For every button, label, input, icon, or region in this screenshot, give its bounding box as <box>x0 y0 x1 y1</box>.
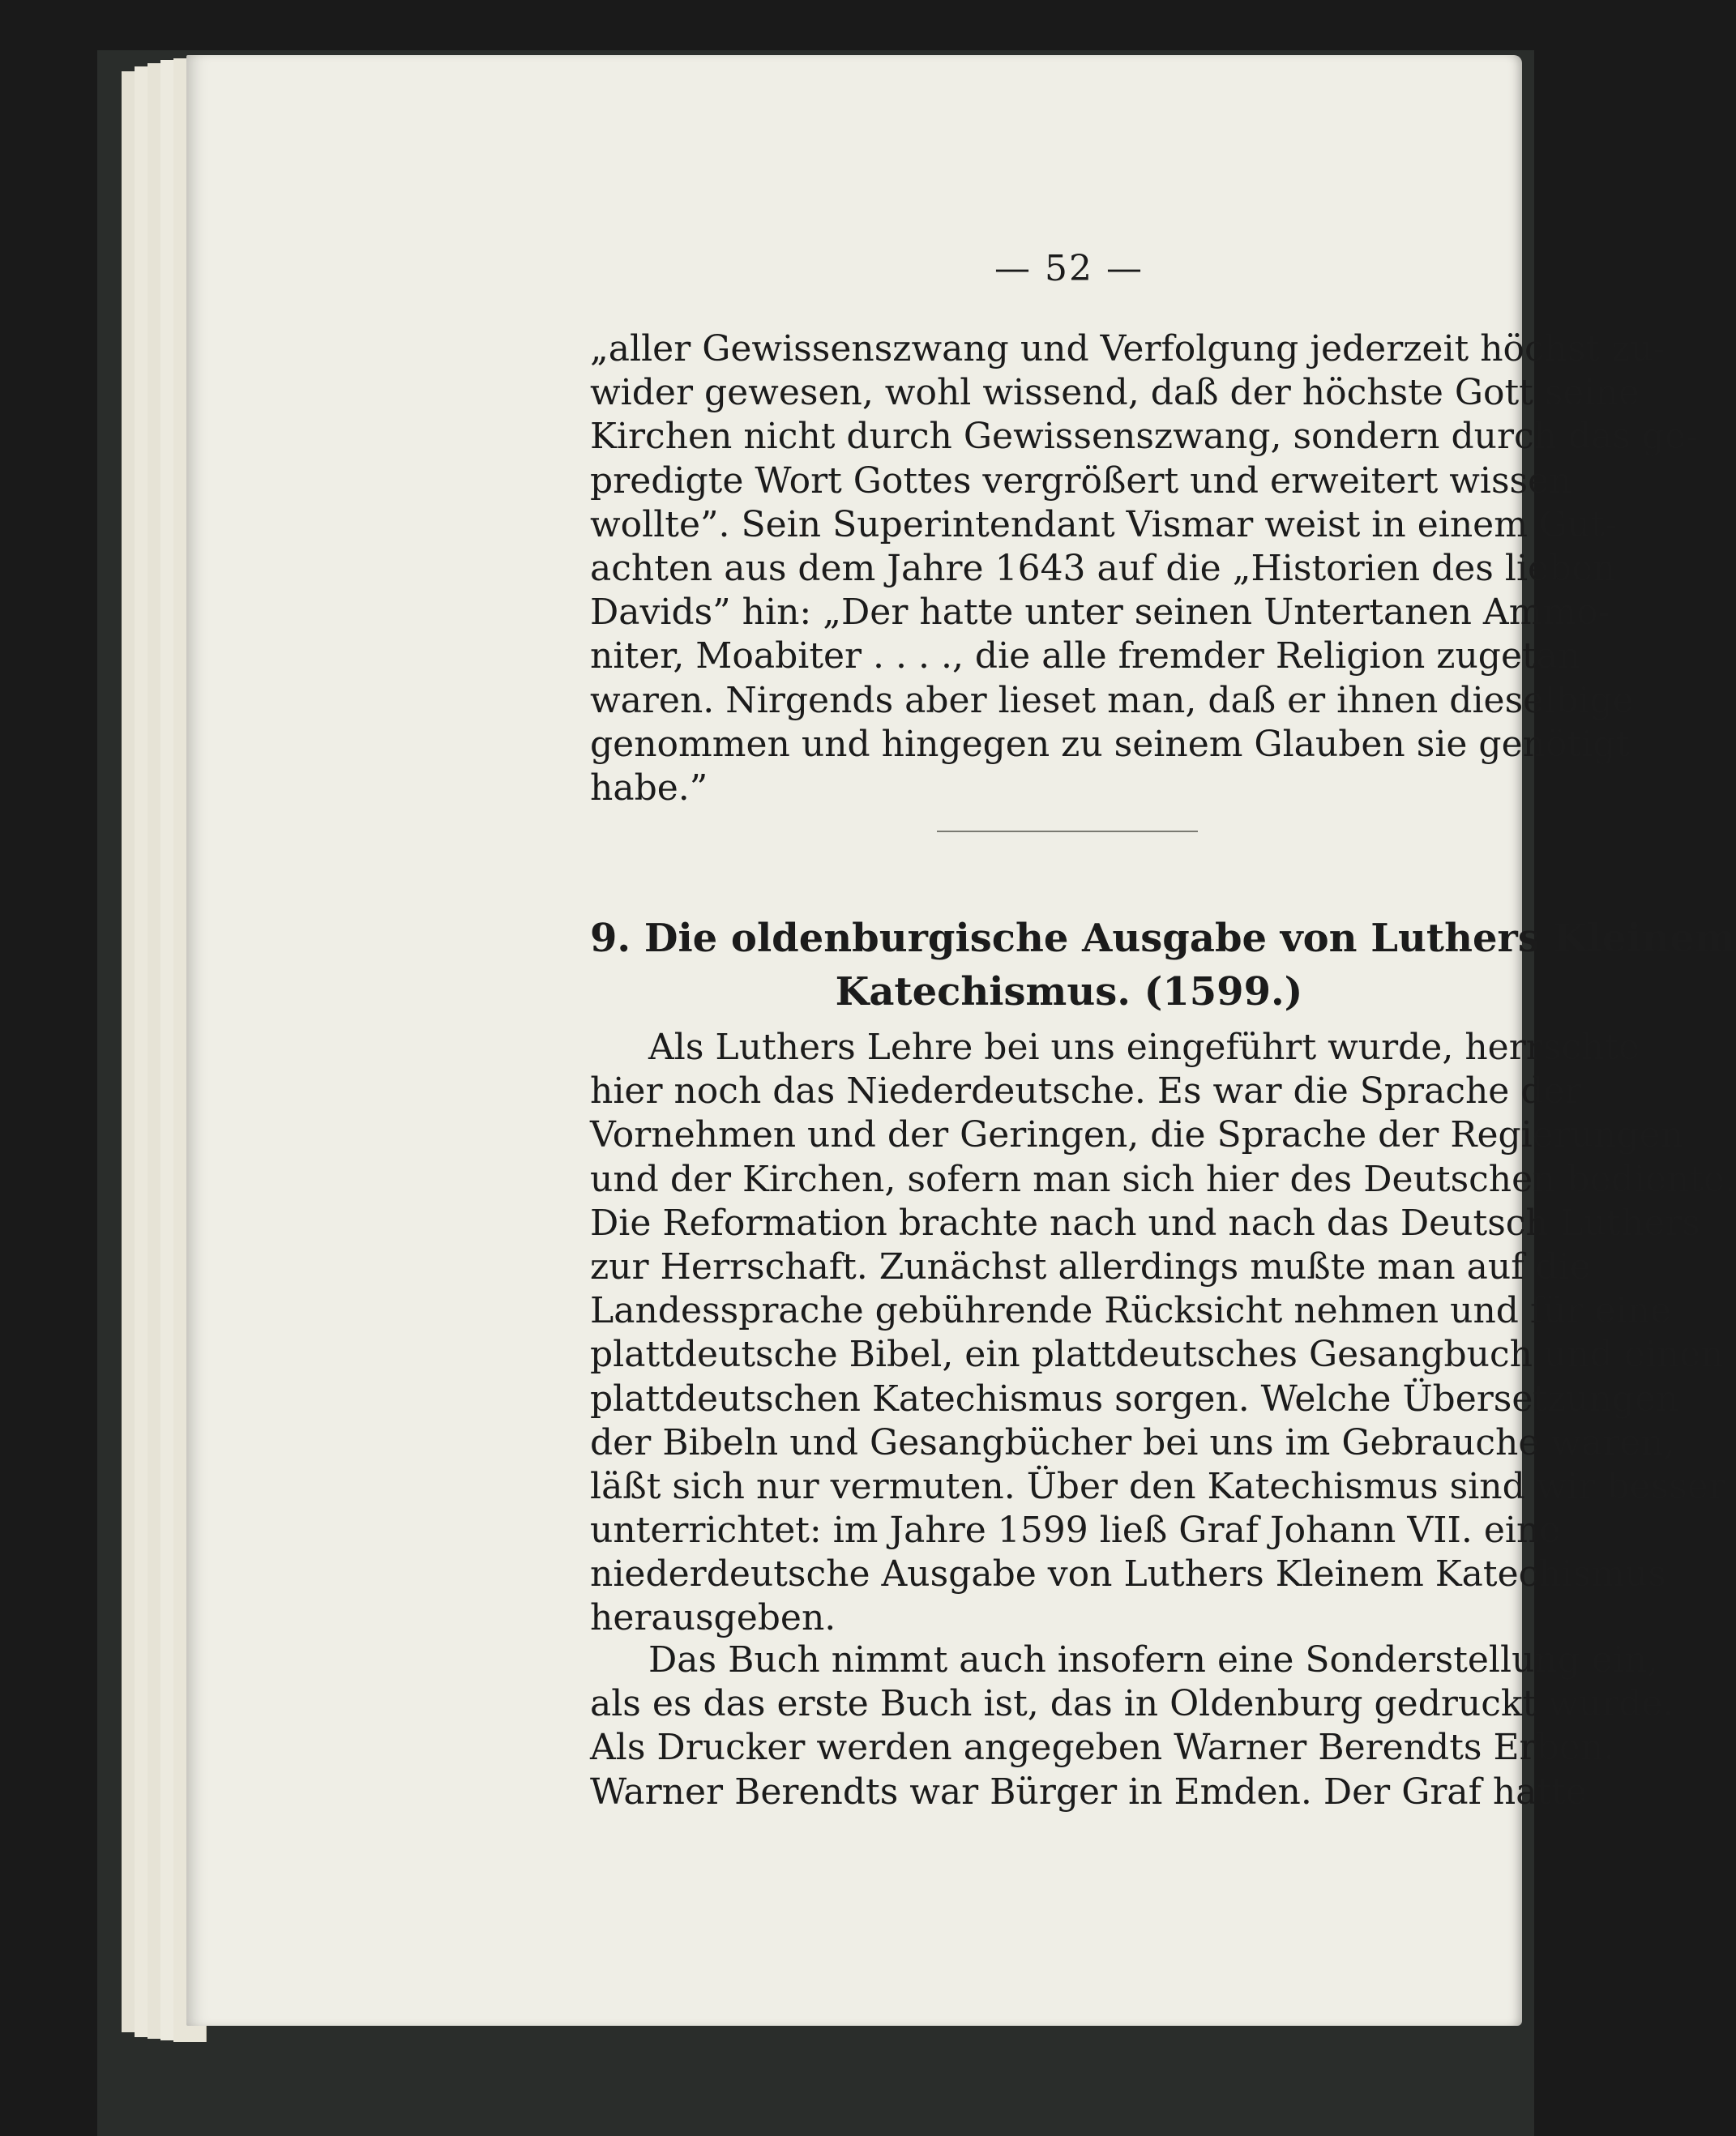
text-line: Vornehmen und der Geringen, die Sprache der Regierungen <box>590 1114 1684 1156</box>
section-divider <box>937 831 1198 832</box>
text-line: waren. Nirgends aber lieset man, daß er ihnen dieselbige <box>590 679 1634 721</box>
section-heading-line: 9. Die oldenburgische Ausgabe von Luthers Kleinem <box>590 916 1736 961</box>
text-line: Kirchen nicht durch Gewissenszwang, sondern durch das ge- <box>590 416 1698 458</box>
text-line: zur Herrschaft. Zunächst allerdings mußte man auf die <box>590 1245 1591 1288</box>
text-line: Die Reformation brachte nach und nach das Deutsch Luthers <box>590 1202 1700 1244</box>
section-heading-line: Katechismus. (1599.) <box>835 969 1303 1015</box>
text-line: genommen und hingegen zu seinem Glauben sie genötigt <box>590 723 1631 765</box>
text-line: herausgeben. <box>590 1597 836 1639</box>
text-line: Als Luthers Lehre bei uns eingeführt wurde, herrschte <box>648 1027 1640 1068</box>
text-line: läßt sich nur vermuten. Über den Katechismus sind wir besser <box>590 1465 1725 1507</box>
text-line: und der Kirchen, sofern man sich hier des Deutschen bediente. <box>590 1158 1736 1200</box>
text-line: predigte Wort Gottes vergrößert und erweitert wissen <box>590 459 1572 502</box>
text-line: Warner Berendts war Bürger in Emden. Der Graf hatte <box>590 1771 1587 1813</box>
text-line: als es das erste Buch ist, das in Oldenburg gedruckt wurde. <box>590 1683 1674 1725</box>
text-line: niederdeutsche Ausgabe von Luthers Kleinem Katechismus <box>590 1553 1666 1596</box>
text-line: Davids” hin: „Der hatte unter seinen Untertanen Ammo- <box>590 592 1610 634</box>
paragraph-quote <box>590 327 1698 810</box>
page-number: — 52 — <box>994 248 1144 289</box>
text-line: hier noch das Niederdeutsche. Es war die Sprache der <box>590 1070 1582 1113</box>
text-line: niter, Moabiter . . . ., die alle fremder Religion zugetan <box>590 635 1581 677</box>
text-line: wollte”. Sein Superintendant Vismar weist in einem Gut- <box>590 503 1617 545</box>
paragraph-body <box>590 1026 1736 1641</box>
book-page <box>186 55 1736 2026</box>
section-heading <box>590 912 1736 1019</box>
text-line: plattdeutsche Bibel, ein plattdeutsches Gesangbuch und einen <box>590 1334 1724 1376</box>
text-line: habe.” <box>590 767 708 809</box>
text-line: der Bibeln und Gesangbücher bei uns im Gebrauche waren, <box>590 1421 1675 1463</box>
text-line: „aller Gewissenszwang und Verfolgung jederzeit höchst zu- <box>590 328 1665 370</box>
text-line: Als Drucker werden angegeben Warner Berendts Erben. <box>590 1727 1615 1769</box>
text-line: Das Buch nimmt auch insofern eine Sonderstellung ein, <box>648 1639 1659 1681</box>
text-line: unterrichtet: im Jahre 1599 ließ Graf Johann VII. eine <box>590 1510 1561 1552</box>
text-line: achten aus dem Jahre 1643 auf die „Historien des lieben <box>590 547 1616 589</box>
paragraph-body <box>590 1638 1674 1814</box>
text-line: plattdeutschen Katechismus sorgen. Welche Übersetzungen <box>590 1378 1679 1420</box>
text-line: Landessprache gebührende Rücksicht nehmen und für eine <box>590 1290 1672 1332</box>
text-line: wider gewesen, wohl wissend, daß der höchste Gott seine <box>590 372 1640 414</box>
